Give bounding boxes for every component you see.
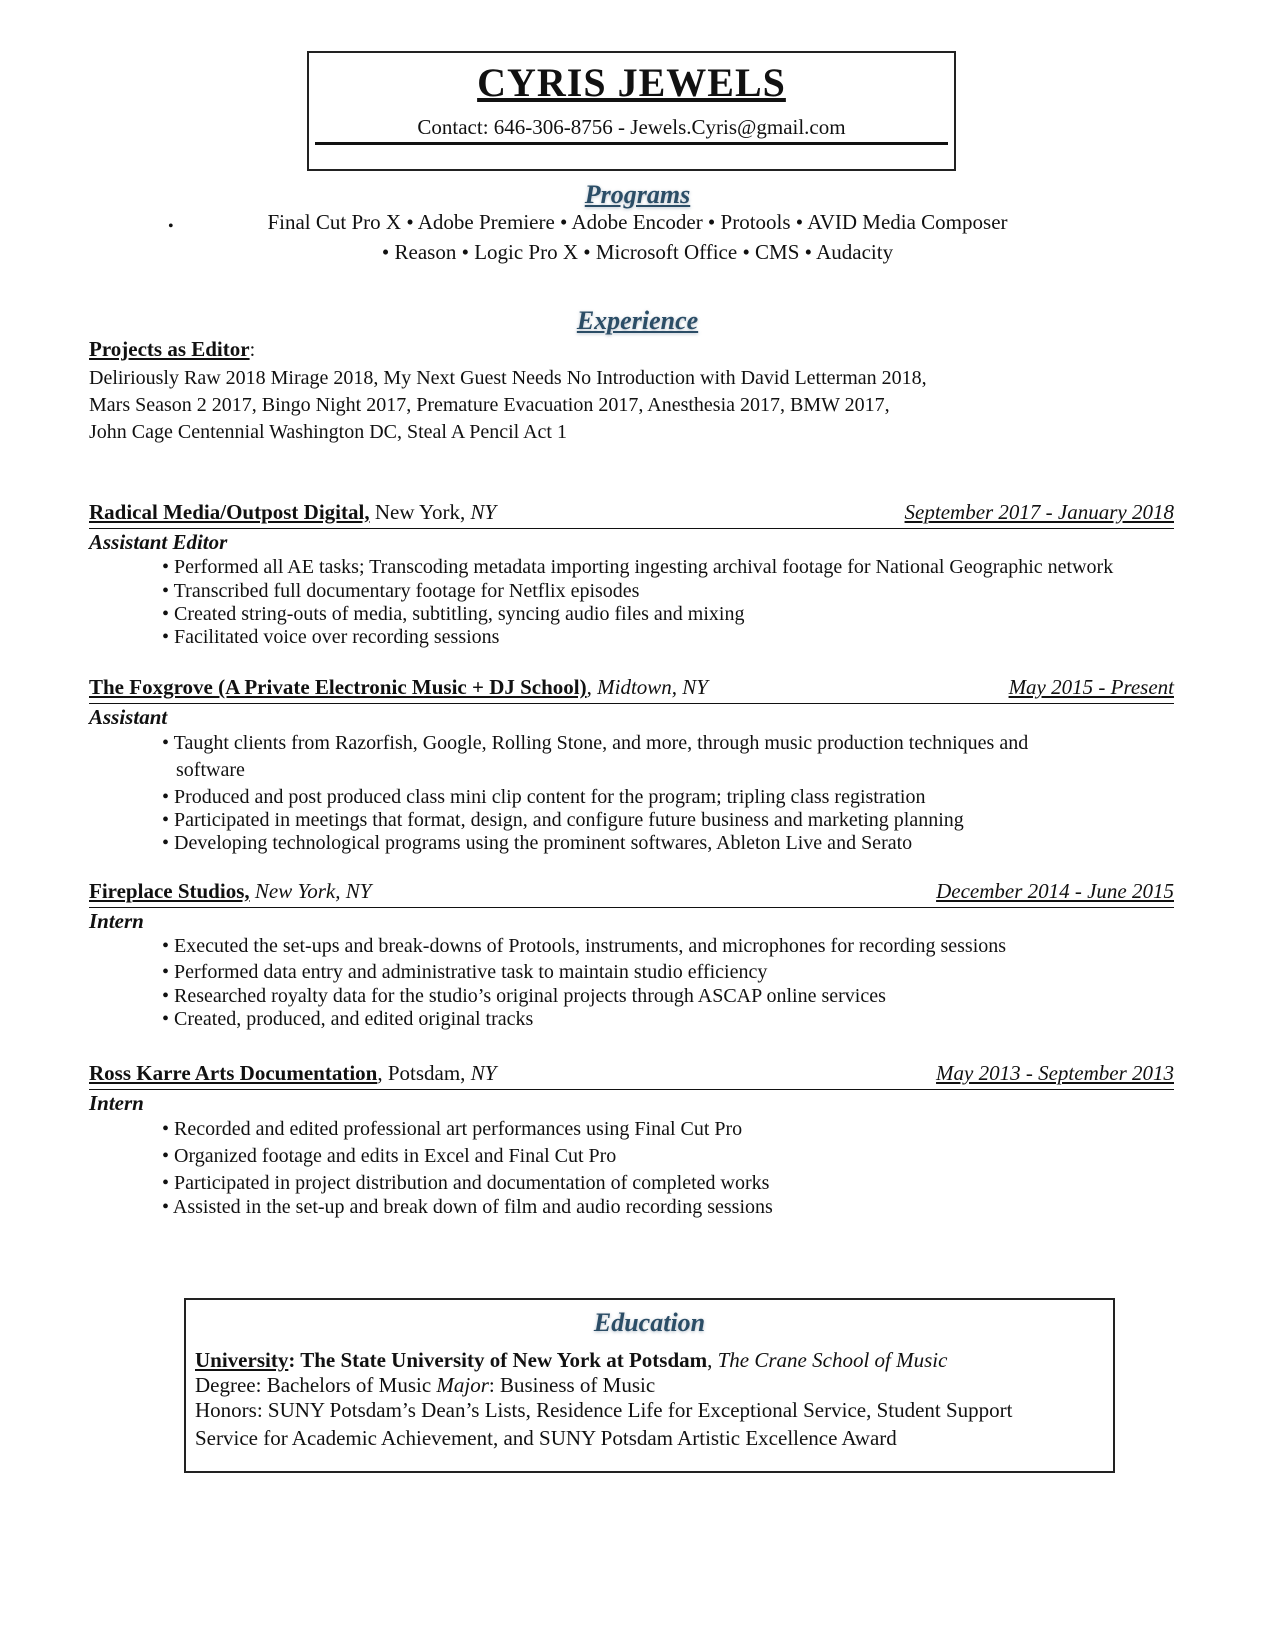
job-role: Assistant: [89, 705, 168, 729]
bullet-icon: •: [168, 218, 174, 235]
job-header: Radical Media/Outpost Digital, New York, NY September 2017 - January 2018: [89, 500, 1174, 529]
company-name: Ross Karre Arts Documentation: [89, 1061, 378, 1085]
job-role: Assistant Editor: [89, 530, 228, 554]
contact-line: Contact: 646-306-8756 - Jewels.Cyris@gmail.com: [417, 115, 846, 139]
projects-heading-label: Projects as Editor: [89, 337, 250, 361]
job-dates: September 2017 - January 2018: [904, 500, 1174, 524]
job-bullet: • Transcribed full documentary footage for Netflix episodes: [162, 580, 640, 602]
job-header: Fireplace Studios, New York, NY December 2014 - June 2015: [89, 879, 1174, 908]
job-bullet: • Organized footage and edits in Excel and Final Cut Pro: [162, 1145, 617, 1167]
education-box: [184, 1298, 1115, 1473]
job-bullet: • Participated in meetings that format, design, and configure future business and marketing planning: [162, 809, 964, 831]
header-divider: [315, 142, 948, 145]
honors-line-1: Honors: SUNY Potsdam’s Dean’s Lists, Residence Life for Exceptional Service, Student Support: [195, 1398, 1013, 1422]
experience-heading: Experience: [576, 306, 699, 335]
job-bullet: • Executed the set-ups and break-downs of Protools, instruments, and microphones for recording sessions: [162, 935, 1007, 957]
job-bullet: • Taught clients from Razorfish, Google, Rolling Stone, and more, through music production techniques and: [162, 732, 1029, 754]
resume-name: CYRIS JEWELS: [477, 60, 786, 105]
job-bullet: • Researched royalty data for the studio’s original projects through ASCAP online services: [162, 985, 886, 1007]
job-dates: May 2015 - Present: [1008, 675, 1174, 699]
job-role: Intern: [89, 909, 144, 933]
job-bullet: • Produced and post produced class mini clip content for the program; tripling class registration: [162, 786, 926, 808]
projects-line-2: Mars Season 2 2017, Bingo Night 2017, Premature Evacuation 2017, Anesthesia 2017, BMW 2017,: [89, 394, 890, 416]
degree-line: Degree: Bachelors of Music Major: Business of Music: [195, 1373, 656, 1397]
projects-heading: Projects as Editor:: [89, 337, 256, 361]
job-bullet: • Recorded and edited professional art performances using Final Cut Pro: [162, 1118, 743, 1140]
job-bullet: • Assisted in the set-up and break down of film and audio recording sessions: [162, 1196, 773, 1218]
job-bullet: • Facilitated voice over recording sessions: [162, 626, 500, 648]
job-bullet: • Performed all AE tasks; Transcoding metadata importing ingesting archival footage for National Geographic network: [162, 556, 1114, 578]
major-label: Major: [436, 1373, 489, 1397]
job-bullet: • Developing technological programs using the prominent softwares, Ableton Live and Serato: [162, 832, 913, 854]
university-label: University: [195, 1348, 289, 1372]
company-name: The Foxgrove (A Private Electronic Music + DJ School): [89, 675, 587, 699]
major-value: : Business of Music: [488, 1373, 656, 1397]
job-header: Ross Karre Arts Documentation, Potsdam, NY May 2013 - September 2013: [89, 1061, 1174, 1090]
job-bullet: • Created, produced, and edited original tracks: [162, 1008, 534, 1030]
job-dates: May 2013 - September 2013: [936, 1061, 1174, 1085]
header-box: [307, 51, 956, 171]
job-header: The Foxgrove (A Private Electronic Music + DJ School), Midtown, NY May 2015 - Present: [89, 675, 1174, 704]
honors-line-2: Service for Academic Achievement, and SUNY Potsdam Artistic Excellence Award: [195, 1426, 897, 1450]
job-dates: December 2014 - June 2015: [936, 879, 1174, 903]
job-bullet: • Participated in project distribution and documentation of completed works: [162, 1172, 770, 1194]
job-bullet: • Performed data entry and administrative task to maintain studio efficiency: [162, 961, 768, 983]
job-role: Intern: [89, 1091, 144, 1115]
school-name: The Crane School of Music: [717, 1348, 948, 1372]
company-name: Radical Media/Outpost Digital,: [89, 500, 370, 524]
job-bullet-continuation: software: [176, 759, 245, 781]
programs-line-2: • Reason • Logic Pro X • Microsoft Office • CMS • Audacity: [381, 240, 894, 264]
education-heading: Education: [593, 1308, 706, 1337]
programs-line-1: Final Cut Pro X • Adobe Premiere • Adobe Encoder • Protools • AVID Media Composer: [267, 210, 1008, 234]
job-bullet: • Created string-outs of media, subtitling, syncing audio files and mixing: [162, 603, 745, 625]
projects-line-1: Deliriously Raw 2018 Mirage 2018, My Next Guest Needs No Introduction with David Letterman 2018,: [89, 367, 927, 389]
company-name: Fireplace Studios,: [89, 879, 250, 903]
projects-line-3: John Cage Centennial Washington DC, Steal A Pencil Act 1: [89, 421, 567, 443]
university-name: : The State University of New York at Potsdam: [288, 1348, 708, 1372]
programs-heading: Programs: [584, 180, 691, 209]
university-line: University: The State University of New York at Potsdam, The Crane School of Music: [195, 1348, 948, 1372]
